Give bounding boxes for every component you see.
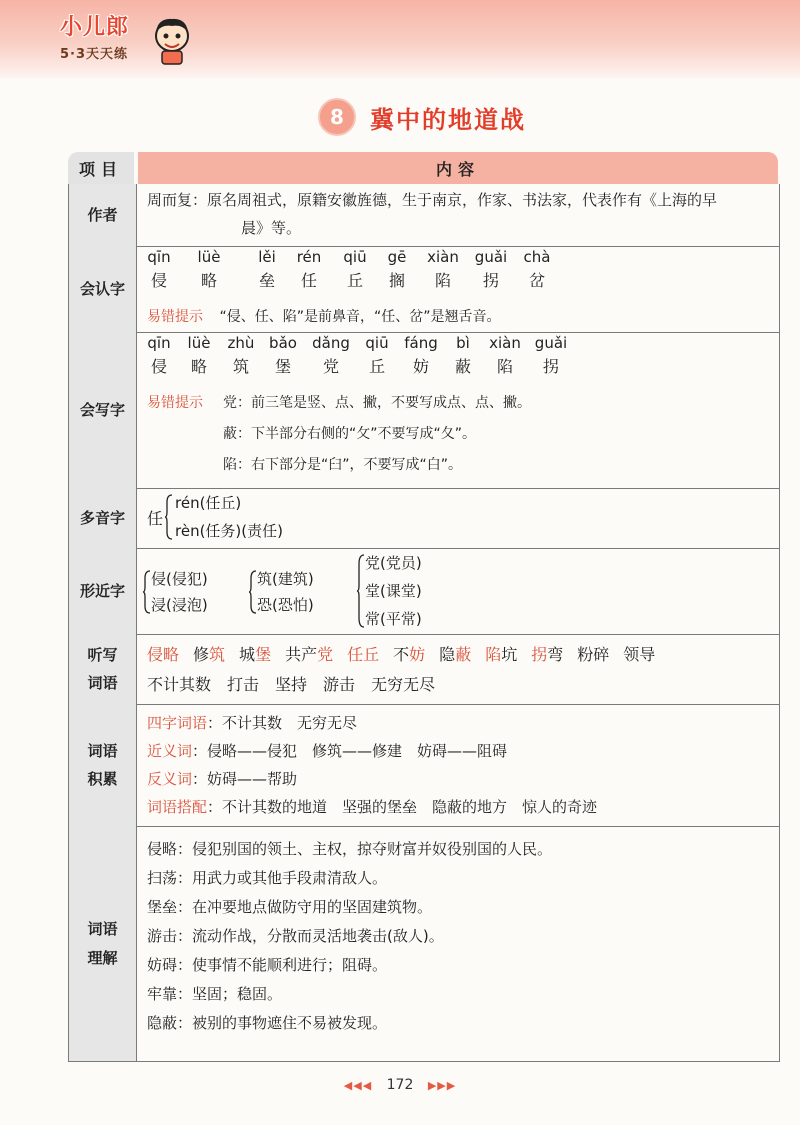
similar-g2-a: 筑(建筑)	[257, 570, 314, 588]
recognize-hanzi: 搁	[388, 271, 405, 290]
write-hanzi: 拐	[542, 357, 559, 376]
write-char-5	[355, 334, 399, 377]
write-pinyin: xiàn	[489, 334, 521, 352]
label-dictation-2: 词语	[87, 674, 118, 692]
lesson-name: 冀中的地道战	[370, 105, 526, 134]
write-char-7	[441, 334, 485, 377]
recognize-pinyin: rén	[296, 248, 322, 266]
write-hanzi: 丘	[368, 357, 385, 376]
brand-logo	[60, 10, 129, 62]
dictation-word: 共产党	[285, 645, 334, 664]
write-char-4	[309, 334, 353, 377]
similar-g3-c: 常(平常)	[365, 610, 422, 628]
recognize-pinyin: qīn	[147, 248, 171, 266]
write-hanzi: 筑	[232, 357, 249, 376]
write-pinyin: qiū	[365, 334, 389, 352]
similar-g2-b: 恐(恐怕)	[257, 596, 314, 614]
write-char-3	[261, 334, 305, 377]
prev-arrows-icon: ◀◀◀	[343, 1079, 373, 1092]
recognize-pinyin: qiū	[343, 248, 367, 266]
row-author	[69, 184, 779, 247]
write-pinyin: qīn	[147, 334, 171, 352]
recognize-pinyin: chà	[523, 248, 551, 266]
lesson-title	[318, 98, 526, 136]
row-accumulation	[69, 704, 779, 827]
write-char-8	[483, 334, 527, 377]
label-author: 作者	[69, 184, 137, 246]
dictation-word: 游击	[323, 675, 356, 694]
row-similar	[69, 548, 779, 635]
page-number: 172	[386, 1077, 414, 1093]
understand-line-2: 扫荡：用武力或其他手段肃清敌人。	[147, 869, 388, 887]
write-hanzi: 妨	[412, 357, 429, 376]
recognize-pinyin: xiàn	[427, 248, 459, 266]
dictation-word: 任丘	[347, 645, 380, 664]
write-char-1	[177, 334, 221, 377]
dictation-word: 领导	[623, 645, 656, 664]
dictation-row-1	[147, 642, 669, 665]
write-tip-2: 蔽：下半部分右侧的“攵”不要写成“夂”。	[223, 426, 477, 442]
write-hanzi: 堡	[274, 357, 291, 376]
write-tip-3: 陷：右下部分是“臼”，不要写成“白”。	[223, 457, 463, 473]
recognize-hanzi: 拐	[482, 271, 499, 290]
dictation-word: 隐蔽	[439, 645, 472, 664]
brace-icon	[357, 554, 365, 628]
lesson-number-badge: 8	[318, 98, 356, 136]
recognize-hanzi: 垒	[258, 271, 275, 290]
label-dictation-1: 听写	[87, 645, 118, 664]
write-hanzi: 略	[190, 357, 207, 376]
recognize-char-8	[515, 248, 559, 291]
brand-subtitle: 5·3天天练	[60, 47, 129, 62]
write-char-2	[219, 334, 263, 377]
write-pinyin: bǎo	[269, 334, 297, 352]
write-hanzi: 党	[322, 357, 339, 376]
write-pinyin: guǎi	[534, 334, 568, 352]
recognize-char-0	[137, 248, 181, 291]
polyphone-reading-1: rén(任丘)	[175, 494, 242, 512]
similar-g3-b: 堂(课堂)	[365, 582, 422, 600]
understand-line-5: 妨碍：使事情不能顺利进行；阻碍。	[147, 956, 388, 974]
recognize-pinyin: gē	[387, 248, 407, 266]
dictation-word: 修筑	[193, 645, 226, 664]
dictation-word: 坚持	[275, 675, 308, 694]
recognize-hanzi: 丘	[346, 271, 363, 290]
row-understanding	[69, 826, 779, 1062]
recognize-char-2	[245, 248, 289, 291]
label-understand-2: 理解	[87, 948, 118, 967]
recognize-char-7	[469, 248, 513, 291]
label-understand-1: 词语	[87, 920, 118, 938]
author-line-2: 晨》等。	[241, 219, 302, 237]
recognize-hanzi: 任	[300, 271, 317, 290]
label-accum-2: 积累	[87, 770, 118, 788]
write-char-9	[529, 334, 573, 377]
header-item: 项目	[68, 152, 134, 184]
write-pinyin: dǎng	[312, 334, 350, 352]
recognize-tip-label: 易错提示	[147, 309, 203, 325]
recognize-char-3	[287, 248, 331, 291]
understand-line-1: 侵略：侵犯别国的领土、主权，掠夺财富并奴役别国的人民。	[147, 840, 553, 858]
study-table	[68, 152, 778, 1032]
recognize-pinyin: guǎi	[474, 248, 508, 266]
similar-g3-a: 党(党员)	[365, 554, 422, 572]
write-tip-1: 党：前三笔是竖、点、撇，不要写成点、点、撇。	[223, 395, 531, 411]
understand-line-4: 游击：流动作战，分散而灵活地袭击(敌人)。	[147, 927, 444, 945]
brace-icon	[143, 570, 151, 614]
understand-line-7: 隐蔽：被别的事物遮住不易被发现。	[147, 1014, 388, 1032]
write-pinyin: bì	[456, 334, 470, 352]
similar-g1-b: 浸(浸泡)	[151, 596, 208, 614]
dictation-word: 陷坑	[485, 645, 518, 664]
dictation-word: 粉碎	[577, 645, 610, 664]
label-accum-1: 词语	[87, 741, 118, 760]
recognize-hanzi: 岔	[528, 271, 545, 290]
table-body	[68, 184, 780, 1062]
polyphone-char: 任	[147, 509, 164, 528]
write-pinyin: lüè	[187, 334, 211, 352]
recognize-char-6	[421, 248, 465, 291]
write-tip-label: 易错提示	[147, 395, 203, 411]
label-recognize: 会认字	[69, 246, 137, 332]
header-content: 内容	[138, 152, 778, 184]
write-char-6	[399, 334, 443, 377]
label-similar: 形近字	[69, 548, 137, 634]
accum-line-2: 近义词：侵略——侵犯 修筑——修建 妨碍——阻碍	[147, 742, 508, 760]
write-pinyin: zhù	[227, 334, 255, 352]
dictation-row-2	[147, 672, 451, 695]
accum-line-3: 反义词：妨碍——帮助	[147, 770, 298, 788]
write-hanzi: 蔽	[454, 357, 471, 376]
recognize-hanzi: 陷	[434, 271, 451, 290]
dictation-word: 不妨	[393, 645, 426, 664]
write-pinyin: fáng	[404, 334, 438, 352]
write-hanzi: 侵	[150, 357, 167, 376]
author-line-1: 周而复：原名周祖式，原籍安徽旌德，生于南京，作家、书法家，代表作有《上海的早	[147, 191, 718, 209]
dictation-word: 打击	[227, 675, 260, 694]
brace-icon	[249, 570, 257, 614]
recognize-hanzi: 略	[200, 271, 217, 290]
write-hanzi: 陷	[496, 357, 513, 376]
polyphone-reading-2: rèn(任务)(责任)	[175, 522, 283, 540]
dictation-word: 无穷无尽	[371, 675, 436, 694]
accum-line-4: 词语搭配：不计其数的地道 坚强的堡垒 隐蔽的地方 惊人的奇迹	[147, 798, 598, 816]
label-polyphone: 多音字	[69, 488, 137, 548]
dictation-word: 拐弯	[531, 645, 564, 664]
dictation-word: 不计其数	[147, 675, 212, 694]
understand-line-6: 牢靠：坚固；稳固。	[147, 985, 283, 1003]
row-dictation	[69, 634, 779, 705]
dictation-word: 城堡	[239, 645, 272, 664]
next-arrows-icon: ▶▶▶	[427, 1079, 457, 1092]
recognize-char-5	[375, 248, 419, 291]
mascot-boy-icon	[148, 14, 196, 66]
brand-name: 小儿郎	[60, 15, 130, 40]
similar-g1-a: 侵(侵犯)	[151, 570, 208, 588]
accum-line-1: 四字词语：不计其数 无穷无尽	[147, 714, 358, 732]
recognize-char-1	[187, 248, 231, 291]
recognize-pinyin: lüè	[197, 248, 221, 266]
write-char-0	[137, 334, 181, 377]
row-polyphone	[69, 488, 779, 549]
row-recognize	[69, 246, 779, 333]
row-write	[69, 332, 779, 489]
recognize-char-4	[333, 248, 377, 291]
dictation-word: 侵略	[147, 645, 180, 664]
label-write: 会写字	[69, 332, 137, 488]
understand-line-3: 堡垒：在冲要地点做防守用的坚固建筑物。	[147, 898, 433, 916]
recognize-tip-text: “侵、任、陷”是前鼻音，“任、岔”是翘舌音。	[219, 309, 501, 325]
page-footer	[0, 1077, 800, 1093]
table-header	[68, 152, 778, 184]
recognize-pinyin: lěi	[258, 248, 276, 266]
brace-icon	[165, 494, 173, 540]
recognize-hanzi: 侵	[150, 271, 167, 290]
